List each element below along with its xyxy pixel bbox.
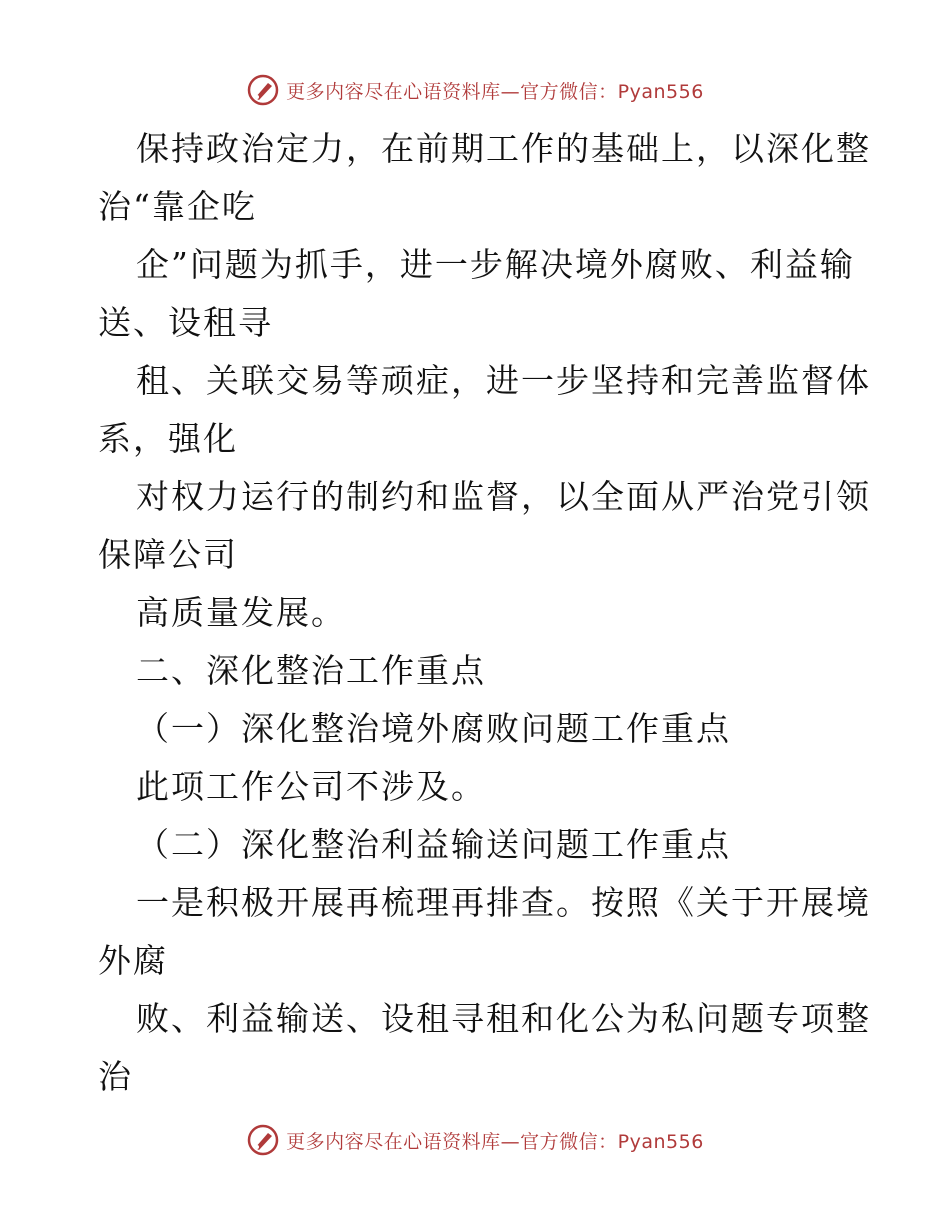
paragraph-line: 一是积极开展再梳理再排查。按照《关于开展境 [136,883,871,922]
subsection-heading: （一）深化整治境外腐败问题工作重点 [136,709,731,748]
paragraph-line: 保障公司 [98,535,238,574]
paragraph-line: 系，强化 [98,419,238,458]
paragraph-line: 治“靠企吃 [98,187,257,226]
paragraph-line: 对权力运行的制约和监督，以全面从严治党引领 [136,477,871,516]
paragraph-line: 租、关联交易等顽症，进一步坚持和完善监督体 [136,361,871,400]
document-body [98,120,871,1106]
watermark-footer [0,1120,950,1160]
paragraph-line: 送、设租寻 [98,303,273,342]
paragraph-line: 保持政治定力，在前期工作的基础上，以深化整 [136,129,871,168]
watermark-header [0,70,950,110]
paragraph-line: 此项工作公司不涉及。 [136,767,486,806]
section-heading: 二、深化整治工作重点 [136,651,486,690]
paragraph-line: 败、利益输送、设租寻租和化公为私问题专项整 [136,999,871,1038]
pen-logo-icon [246,1123,280,1157]
watermark-text: 更多内容尽在心语资料库—官方微信：Pyan556 [286,80,704,103]
paragraph-line: 企”问题为抓手，进一步解决境外腐败、利益输 [136,245,855,284]
paragraph-line: 治 [98,1057,133,1096]
pen-logo-icon [246,73,280,107]
subsection-heading: （二）深化整治利益输送问题工作重点 [136,825,731,864]
paragraph-line: 高质量发展。 [136,593,346,632]
paragraph-line: 外腐 [98,941,168,980]
watermark-text: 更多内容尽在心语资料库—官方微信：Pyan556 [286,1130,704,1153]
